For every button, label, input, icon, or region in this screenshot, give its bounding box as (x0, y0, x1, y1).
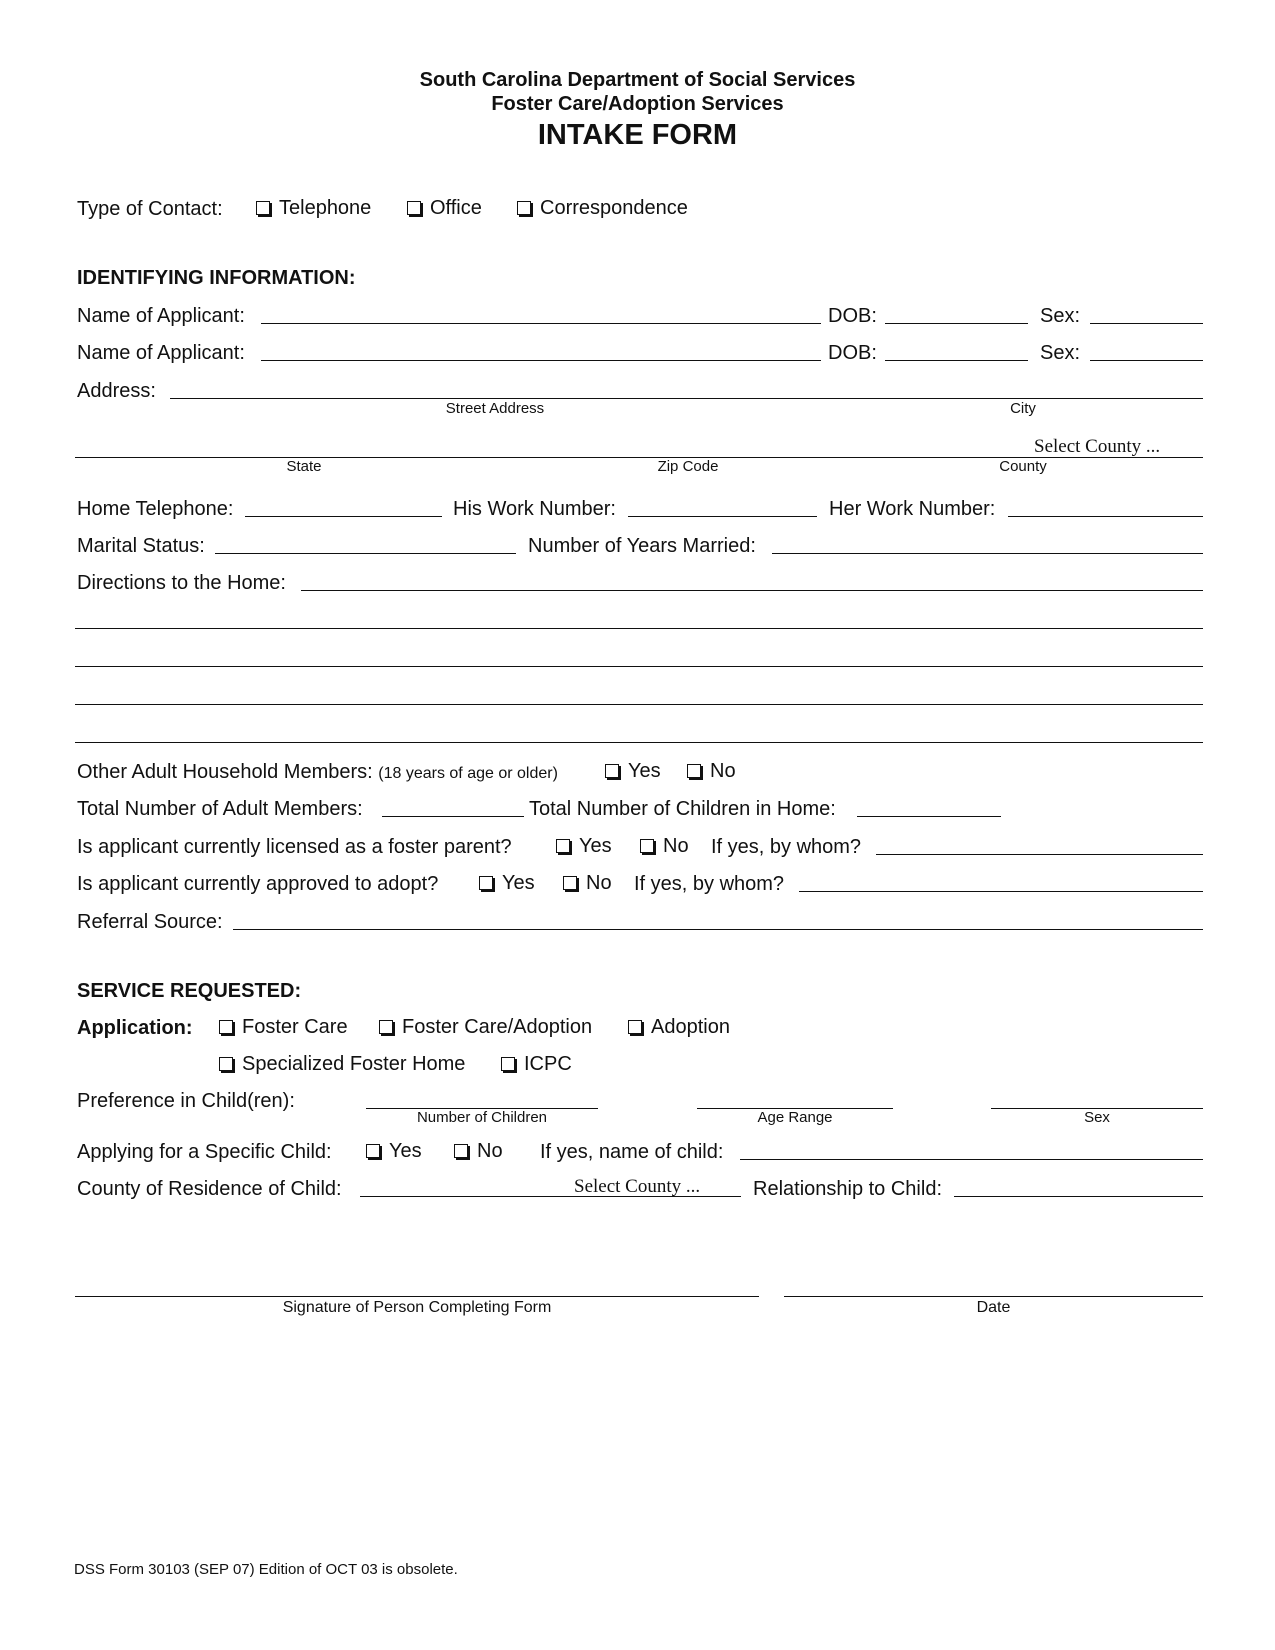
other-adults-yes[interactable]: Yes (605, 759, 661, 783)
signature-caption: Signature of Person Completing Form (282, 1299, 552, 1316)
name-of-child-label: If yes, name of child: (540, 1141, 724, 1163)
home-telephone-field[interactable] (245, 516, 442, 517)
checkbox-icon[interactable] (640, 839, 654, 853)
sex-field[interactable] (1090, 323, 1203, 324)
checkbox-icon[interactable] (454, 1144, 468, 1158)
total-children-field[interactable] (857, 816, 1001, 817)
checkbox-icon[interactable] (687, 764, 701, 778)
agency-name: South Carolina Department of Social Services (419, 69, 856, 91)
county-caption: County (999, 458, 1047, 475)
number-of-children-caption: Number of Children (416, 1109, 548, 1126)
licensed-by-whom-field[interactable] (876, 854, 1203, 855)
approved-by-whom-label: If yes, by whom? (634, 873, 785, 895)
checkbox-icon[interactable] (517, 201, 531, 215)
contact-type-label: Type of Contact: (77, 198, 223, 220)
street-city-field[interactable] (170, 398, 1203, 399)
applicant-name-field[interactable] (261, 323, 821, 324)
checkbox-icon[interactable] (501, 1057, 515, 1071)
marital-status-field[interactable] (215, 553, 516, 554)
applicant-name-label: Name of Applicant: (77, 305, 245, 327)
street-address-caption: Street Address (445, 400, 545, 417)
relationship-field[interactable] (954, 1196, 1203, 1197)
contact-option-telephone[interactable]: Telephone (256, 196, 371, 220)
his-work-number-field[interactable] (628, 516, 817, 517)
sex-label: Sex: (1040, 342, 1081, 364)
applicant-name-field[interactable] (261, 360, 821, 361)
application-foster-care-adoption[interactable]: Foster Care/Adoption (379, 1015, 592, 1039)
county-residence-label: County of Residence of Child: (77, 1178, 342, 1200)
state-caption: State (286, 458, 322, 475)
contact-option-office[interactable]: Office (407, 196, 482, 220)
name-of-child-field[interactable] (740, 1159, 1203, 1160)
checkbox-icon[interactable] (366, 1144, 380, 1158)
licensed-question: Is applicant currently licensed as a foster parent? (77, 836, 512, 858)
approved-no[interactable]: No (563, 871, 612, 895)
directions-line[interactable] (75, 666, 1203, 667)
division-name: Foster Care/Adoption Services (491, 93, 784, 115)
directions-line[interactable] (75, 628, 1203, 629)
approved-question: Is applicant currently approved to adopt? (77, 873, 439, 895)
checkbox-icon[interactable] (219, 1020, 233, 1034)
licensed-no[interactable]: No (640, 834, 689, 858)
marital-status-label: Marital Status: (77, 535, 205, 557)
years-married-label: Number of Years Married: (528, 535, 756, 557)
other-adults-no[interactable]: No (687, 759, 736, 783)
checkbox-icon[interactable] (256, 201, 270, 215)
approved-yes[interactable]: Yes (479, 871, 535, 895)
approved-by-whom-field[interactable] (799, 891, 1203, 892)
zip-code-caption: Zip Code (657, 458, 719, 475)
relationship-label: Relationship to Child: (753, 1178, 942, 1200)
service-heading: SERVICE REQUESTED: (77, 980, 302, 1002)
his-work-number-label: His Work Number: (453, 498, 616, 520)
application-foster-care[interactable]: Foster Care (219, 1015, 348, 1039)
checkbox-icon[interactable] (605, 764, 619, 778)
city-caption: City (1010, 400, 1036, 417)
form-title: INTAKE FORM (537, 119, 738, 151)
contact-option-correspondence[interactable]: Correspondence (517, 196, 688, 220)
dob-label: DOB: (828, 305, 877, 327)
age-range-caption: Age Range (757, 1109, 833, 1126)
her-work-number-label: Her Work Number: (829, 498, 996, 520)
date-field[interactable] (784, 1296, 1203, 1297)
specific-child-label: Applying for a Specific Child: (77, 1141, 332, 1163)
dob-field[interactable] (885, 360, 1028, 361)
her-work-number-field[interactable] (1008, 516, 1203, 517)
application-adoption[interactable]: Adoption (628, 1015, 730, 1039)
directions-field[interactable] (301, 590, 1203, 591)
dob-field[interactable] (885, 323, 1028, 324)
years-married-field[interactable] (772, 553, 1203, 554)
signature-field[interactable] (75, 1296, 759, 1297)
form-id-footer: DSS Form 30103 (SEP 07) Edition of OCT 03 is obsolete. (74, 1561, 458, 1578)
total-adults-field[interactable] (382, 816, 524, 817)
home-telephone-label: Home Telephone: (77, 498, 234, 520)
sex-label: Sex: (1040, 305, 1081, 327)
application-icpc[interactable]: ICPC (501, 1052, 572, 1076)
checkbox-icon[interactable] (563, 876, 577, 890)
date-caption: Date (976, 1299, 1011, 1316)
application-label: Application: (77, 1017, 193, 1039)
sex-field[interactable] (1090, 360, 1203, 361)
identifying-heading: IDENTIFYING INFORMATION: (77, 267, 356, 289)
directions-label: Directions to the Home: (77, 572, 286, 594)
preference-label: Preference in Child(ren): (77, 1090, 295, 1112)
checkbox-icon[interactable] (219, 1057, 233, 1071)
applicant-name-label: Name of Applicant: (77, 342, 245, 364)
specific-child-yes[interactable]: Yes (366, 1139, 422, 1163)
preference-sex-caption: Sex (1084, 1109, 1110, 1126)
application-specialized-foster-home[interactable]: Specialized Foster Home (219, 1052, 465, 1076)
checkbox-icon[interactable] (379, 1020, 393, 1034)
directions-line[interactable] (75, 742, 1203, 743)
licensed-by-whom-label: If yes, by whom? (711, 836, 862, 858)
total-adults-label: Total Number of Adult Members: (77, 798, 363, 820)
directions-line[interactable] (75, 704, 1203, 705)
dob-label: DOB: (828, 342, 877, 364)
checkbox-icon[interactable] (556, 839, 570, 853)
licensed-yes[interactable]: Yes (556, 834, 612, 858)
county-residence-select[interactable]: Select County ... (574, 1176, 701, 1197)
total-children-label: Total Number of Children in Home: (529, 798, 836, 820)
other-adults-label: Other Adult Household Members: (18 years of age or older) (77, 761, 558, 783)
address-label: Address: (77, 380, 156, 402)
specific-child-no[interactable]: No (454, 1139, 503, 1163)
checkbox-icon[interactable] (407, 201, 421, 215)
other-adults-note: (18 years of age or older) (378, 765, 558, 782)
referral-source-label: Referral Source: (77, 911, 223, 933)
checkbox-icon[interactable] (628, 1020, 642, 1034)
referral-source-field[interactable] (233, 929, 1203, 930)
county-select[interactable]: Select County ... (1034, 436, 1161, 457)
checkbox-icon[interactable] (479, 876, 493, 890)
